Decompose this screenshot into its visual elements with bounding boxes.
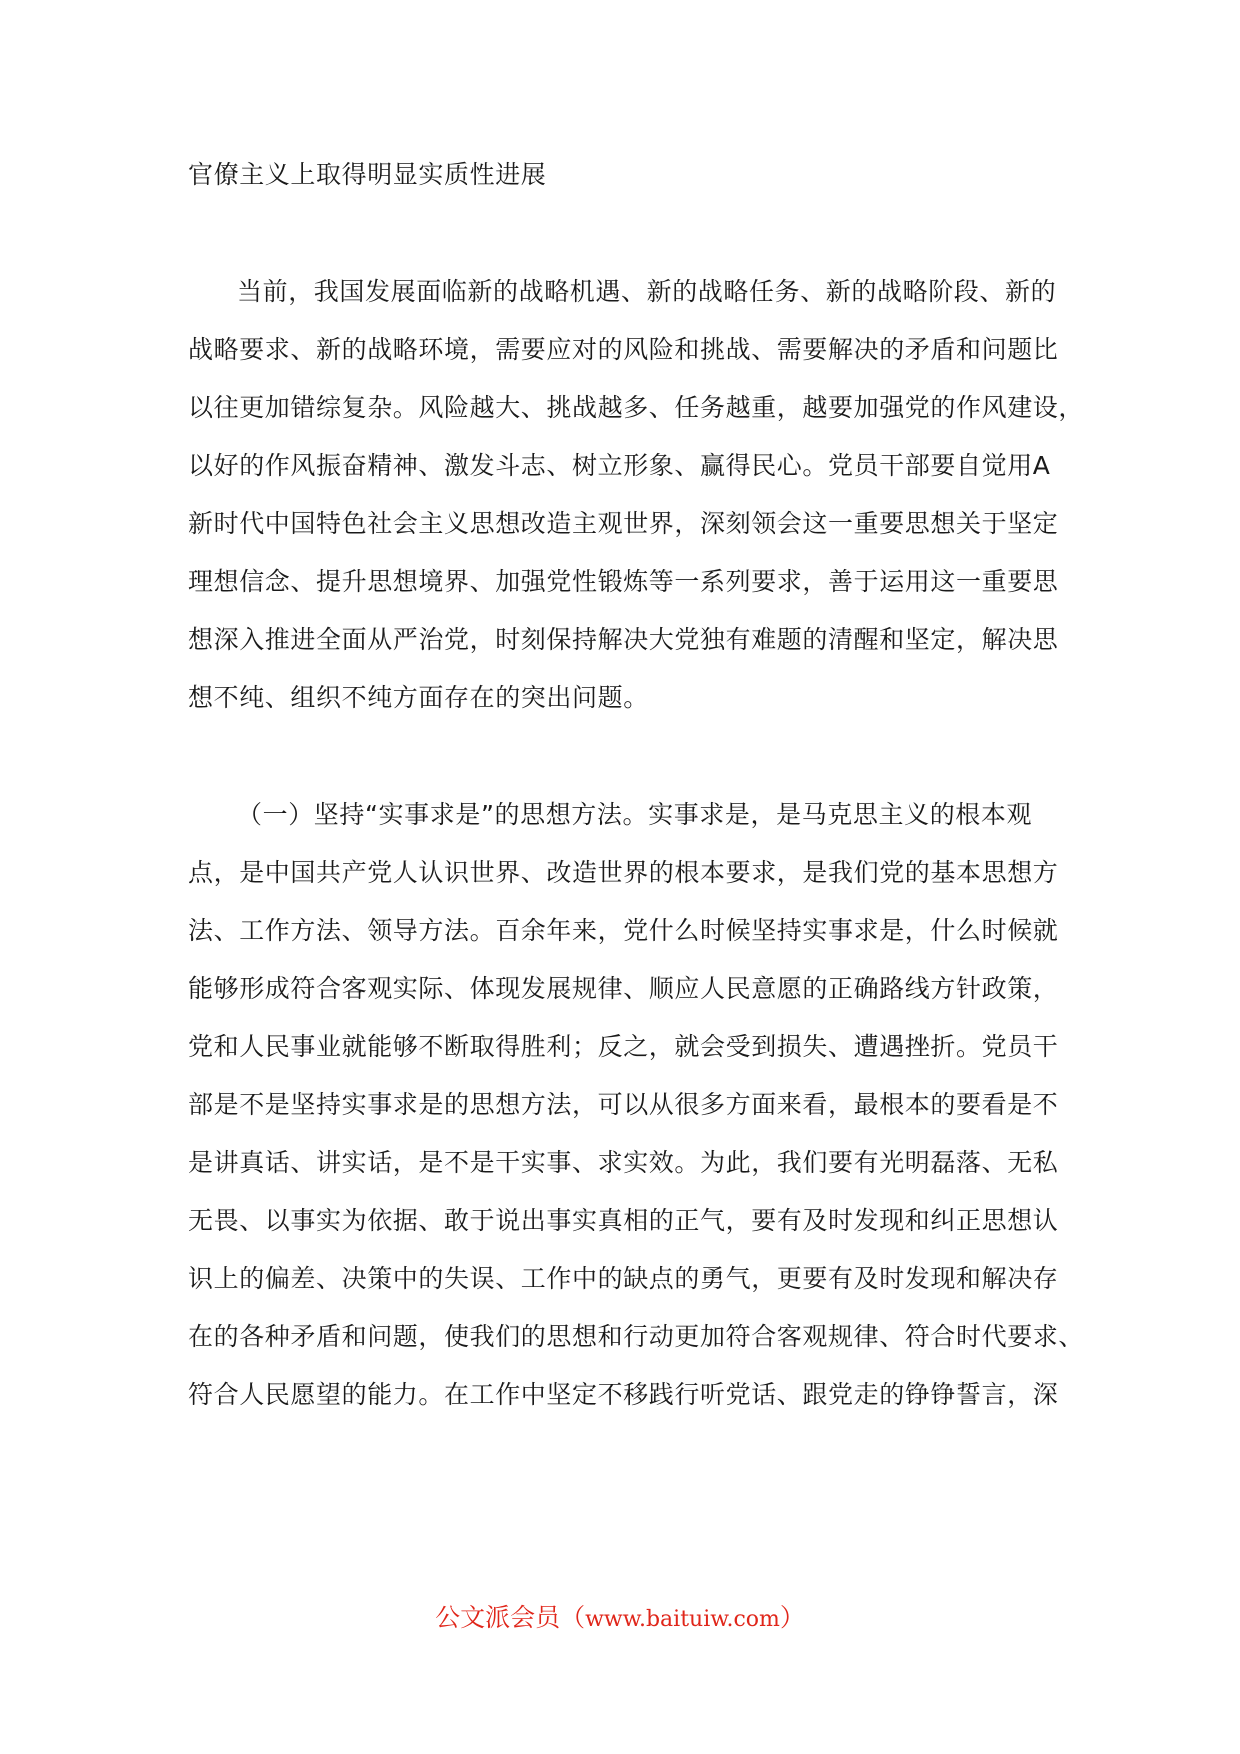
paragraph-1-line-1: 当前，我国发展面临新的战略机遇、新的战略任务、新的战略阶段、新的 [237, 277, 1057, 306]
paragraph-2-line-5: 党和人民事业就能够不断取得胜利；反之，就会受到损失、遭遇挫折。党员干 [188, 1032, 1059, 1061]
paragraph-2-line-2: 点，是中国共产党人认识世界、改造世界的根本要求，是我们党的基本思想方 [188, 858, 1059, 887]
paragraph-1-line-7: 想深入推进全面从严治党，时刻保持解决大党独有难题的清醒和坚定，解决思 [188, 625, 1059, 654]
paragraph-1-line-4: 以好的作风振奋精神、激发斗志、树立形象、赢得民心。党员干部要自觉用A [188, 451, 1051, 480]
paragraph-2-line-6: 部是不是坚持实事求是的思想方法，可以从很多方面来看，最根本的要看是不 [188, 1090, 1059, 1119]
paragraph-1-line-3: 以往更加错综复杂。风险越大、挑战越多、任务越重，越要加强党的作风建设， [188, 393, 1085, 422]
footer-label: 公文派会员（ [435, 1603, 586, 1632]
footer-url[interactable]: www.baituiw.com [585, 1607, 780, 1632]
paragraph-1-line-6: 理想信念、提升思想境界、加强党性锻炼等一系列要求，善于运用这一重要思 [188, 567, 1059, 596]
paragraph-2-line-1: （一）坚持“实事求是”的思想方法。实事求是，是马克思主义的根本观 [237, 800, 1033, 829]
footer-watermark [0, 1602, 1240, 1636]
paragraph-2-line-8: 无畏、以事实为依据、敢于说出事实真相的正气，要有及时发现和纠正思想认 [188, 1206, 1059, 1235]
paragraph-1-line-5: 新时代中国特色社会主义思想改造主观世界，深刻领会这一重要思想关于坚定 [188, 509, 1059, 538]
section-heading: 官僚主义上取得明显实质性进展 [188, 160, 547, 189]
paragraph-1-line-2: 战略要求、新的战略环境，需要应对的风险和挑战、需要解决的矛盾和问题比 [188, 335, 1059, 364]
paragraph-2-line-11: 符合人民愿望的能力。在工作中坚定不移践行听党话、跟党走的铮铮誓言，深 [188, 1380, 1059, 1409]
paragraph-2-line-10: 在的各种矛盾和问题，使我们的思想和行动更加符合客观规律、符合时代要求、 [188, 1322, 1085, 1351]
paragraph-2-line-3: 法、工作方法、领导方法。百余年来，党什么时候坚持实事求是，什么时候就 [188, 916, 1059, 945]
footer-close: ） [779, 1603, 805, 1632]
paragraph-2-line-9: 识上的偏差、决策中的失误、工作中的缺点的勇气，更要有及时发现和解决存 [188, 1264, 1059, 1293]
paragraph-2-line-4: 能够形成符合客观实际、体现发展规律、顺应人民意愿的正确路线方针政策， [188, 974, 1059, 1003]
paragraph-1-line-8: 想不纯、组织不纯方面存在的突出问题。 [188, 683, 649, 712]
paragraph-2-line-7: 是讲真话、讲实话，是不是干实事、求实效。为此，我们要有光明磊落、无私 [188, 1148, 1059, 1177]
